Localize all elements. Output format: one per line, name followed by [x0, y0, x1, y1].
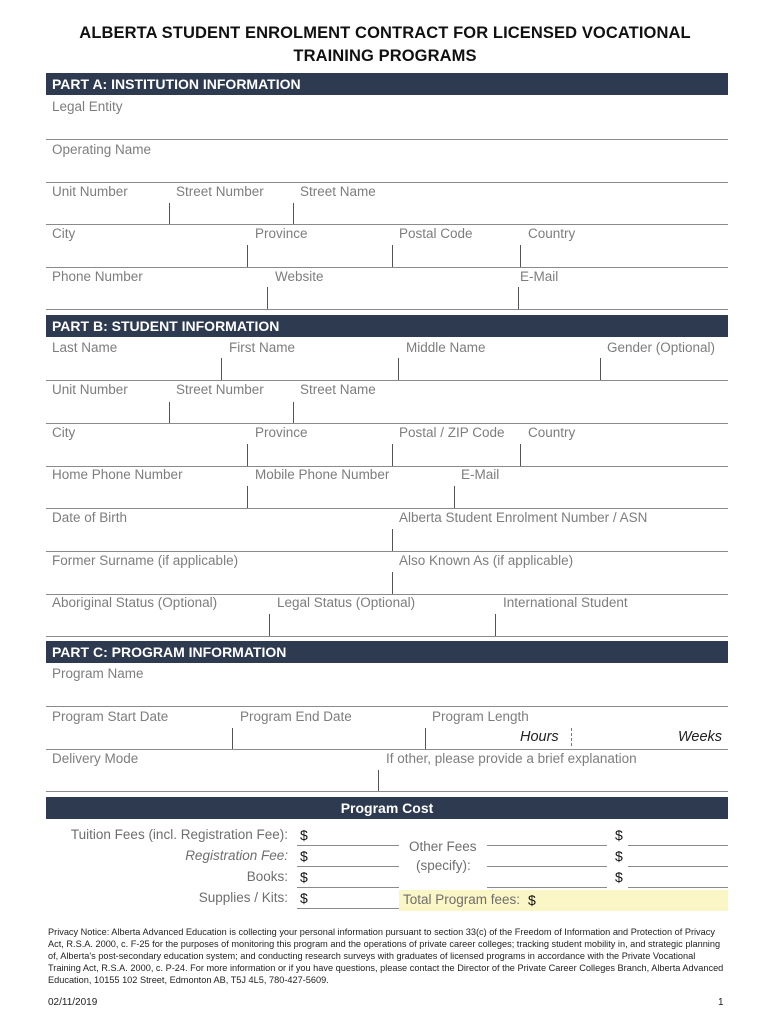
dollar-sign: $: [615, 869, 623, 885]
books-field[interactable]: [297, 887, 399, 888]
field-divider: [232, 728, 233, 749]
dollar-sign: $: [615, 848, 623, 864]
field-divider: [392, 529, 393, 551]
title-line-2: TRAINING PROGRAMS: [293, 47, 477, 65]
gender-label: Gender (Optional): [607, 340, 716, 355]
field-divider: [518, 287, 519, 309]
email-label: E-Mail: [461, 467, 500, 482]
street-name-label: Street Name: [300, 184, 376, 199]
field-divider: [169, 203, 170, 224]
supplies-field[interactable]: [297, 908, 399, 909]
program-cost-header: Program Cost: [46, 797, 728, 819]
other-fees-specify-label: (specify):: [416, 858, 471, 873]
document-title: [0, 22, 770, 68]
field-divider: [378, 770, 379, 791]
dollar-sign: $: [300, 827, 308, 843]
other-fee-amount-field[interactable]: [628, 887, 728, 888]
unit-number-label: Unit Number: [52, 184, 128, 199]
registration-fee-field[interactable]: [297, 866, 399, 867]
field-divider: [392, 245, 393, 267]
operating-name-field[interactable]: [46, 182, 728, 183]
former-surname-label: Former Surname (if applicable): [52, 553, 239, 568]
dollar-sign: $: [528, 892, 536, 908]
field-divider: [571, 728, 572, 746]
privacy-notice: Privacy Notice: Alberta Advanced Education is collecting your personal information pursuant to section 33(c) of the Freedom of Information and Protection of Privacy Act, R.S.A. 2000, c. F-25 for the purposes of monitoring this program and the operations of private career colleges; tracking student mobility in, and strategic planning of, Alberta's post-secondary education system; and conducting research surveys with graduates of licensed programs in accordance with the Private Vocational Training Act, R.S.A. 2000, c. P-24. For more information or if you have questions, please contact the Director of the Private Career Colleges Branch, Alberta Advanced Education, 10155 102 Street, Edmonton AB, T5J 4L5, 780-427-5609.: [48, 927, 724, 985]
unit-number-label: Unit Number: [52, 382, 128, 397]
email-label: E-Mail: [520, 269, 559, 284]
street-number-label: Street Number: [176, 184, 264, 199]
delivery-mode-field[interactable]: [46, 791, 728, 792]
dollar-sign: $: [300, 869, 308, 885]
page-number: 1: [718, 997, 724, 1008]
program-end-date-label: Program End Date: [240, 709, 352, 724]
dob-field[interactable]: [46, 551, 728, 552]
field-divider: [267, 287, 268, 309]
street-number-label: Street Number: [176, 382, 264, 397]
dollar-sign: $: [615, 827, 623, 843]
field-divider: [293, 402, 294, 423]
hours-unit-label: Hours: [520, 729, 559, 745]
international-student-label: International Student: [503, 595, 628, 610]
student-name-field[interactable]: [46, 380, 728, 381]
total-program-fees-label: Total Program fees:: [403, 892, 521, 907]
field-divider: [221, 358, 222, 380]
field-divider: [169, 402, 170, 423]
other-fee-desc-field[interactable]: [487, 845, 607, 846]
street-name-label: Street Name: [300, 382, 376, 397]
legal-status-label: Legal Status (Optional): [277, 595, 416, 610]
student-address-field[interactable]: [46, 423, 728, 424]
program-dates-field[interactable]: [46, 749, 728, 750]
field-divider: [454, 486, 455, 508]
tuition-label: Tuition Fees (incl. Registration Fee):: [70, 827, 288, 842]
city-label: City: [52, 425, 76, 440]
other-fee-desc-field[interactable]: [487, 866, 607, 867]
field-divider: [392, 572, 393, 594]
field-divider: [293, 203, 294, 224]
mobile-phone-label: Mobile Phone Number: [255, 467, 390, 482]
footer-date: 02/11/2019: [48, 997, 98, 1008]
phone-number-label: Phone Number: [52, 269, 143, 284]
student-phone-field[interactable]: [46, 508, 728, 509]
first-name-label: First Name: [229, 340, 296, 355]
website-label: Website: [275, 269, 324, 284]
aboriginal-status-label: Aboriginal Status (Optional): [52, 595, 218, 610]
legal-entity-label: Legal Entity: [52, 99, 123, 114]
part-a-header: PART A: INSTITUTION INFORMATION: [46, 73, 728, 95]
address-field[interactable]: [46, 224, 728, 225]
delivery-mode-label: Delivery Mode: [52, 751, 139, 766]
total-program-fees-box[interactable]: [399, 890, 728, 911]
part-b-header: PART B: STUDENT INFORMATION: [46, 315, 728, 337]
title-line-1: ALBERTA STUDENT ENROLMENT CONTRACT FOR LICENSED VOCATIONAL: [79, 24, 691, 42]
middle-name-label: Middle Name: [406, 340, 486, 355]
last-name-label: Last Name: [52, 340, 118, 355]
registration-fee-label: Registration Fee:: [185, 848, 288, 863]
part-c-header: PART C: PROGRAM INFORMATION: [46, 641, 728, 663]
field-divider: [600, 358, 601, 380]
country-label: Country: [528, 226, 576, 241]
dollar-sign: $: [300, 890, 308, 906]
postal-code-label: Postal Code: [399, 226, 473, 241]
supplies-label: Supplies / Kits:: [198, 890, 288, 905]
field-divider: [247, 486, 248, 508]
dob-label: Date of Birth: [52, 510, 128, 525]
field-divider: [392, 444, 393, 466]
field-divider: [520, 444, 521, 466]
field-divider: [247, 444, 248, 466]
operating-name-label: Operating Name: [52, 142, 152, 157]
city-field[interactable]: [46, 267, 728, 268]
other-fee-amount-field[interactable]: [628, 866, 728, 867]
asn-label: Alberta Student Enrolment Number / ASN: [399, 510, 648, 525]
country-label: Country: [528, 425, 576, 440]
program-name-label: Program Name: [52, 666, 144, 681]
field-divider: [425, 728, 426, 749]
program-name-field[interactable]: [46, 706, 728, 707]
home-phone-label: Home Phone Number: [52, 467, 183, 482]
other-fee-amount-field[interactable]: [628, 845, 728, 846]
field-divider: [269, 614, 270, 636]
tuition-field[interactable]: [297, 845, 399, 846]
program-length-label: Program Length: [432, 709, 529, 724]
other-fees-label: Other Fees: [409, 839, 477, 854]
postal-zip-label: Postal / ZIP Code: [399, 425, 505, 440]
other-explanation-label: If other, please provide a brief explanation: [386, 751, 637, 766]
city-label: City: [52, 226, 76, 241]
books-label: Books:: [246, 869, 288, 884]
weeks-unit-label: Weeks: [678, 729, 723, 745]
phone-field[interactable]: [46, 309, 728, 310]
status-field[interactable]: [46, 636, 728, 637]
dollar-sign: $: [300, 848, 308, 864]
field-divider: [398, 358, 399, 380]
program-start-date-label: Program Start Date: [52, 709, 169, 724]
also-known-as-label: Also Known As (if applicable): [399, 553, 574, 568]
other-fee-desc-field[interactable]: [487, 887, 607, 888]
province-label: Province: [255, 226, 308, 241]
province-label: Province: [255, 425, 308, 440]
field-divider: [247, 245, 248, 267]
field-divider: [495, 614, 496, 636]
field-divider: [520, 245, 521, 267]
legal-entity-field[interactable]: [46, 139, 728, 140]
